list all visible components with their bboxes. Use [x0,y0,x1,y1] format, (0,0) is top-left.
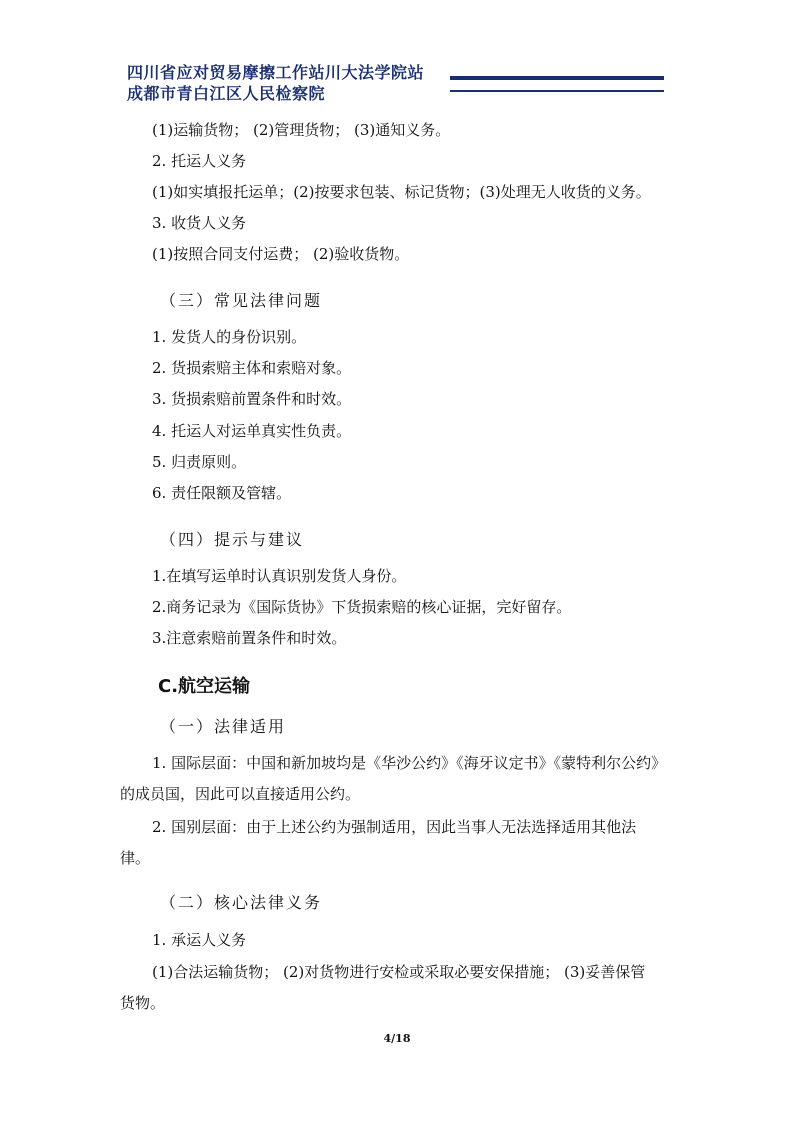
issue-item: 5. 归责原则。 [152,453,247,471]
air-paragraph-2-line-2: 律。 [120,849,151,867]
issue-item: 4. 托运人对运单真实性负责。 [152,422,352,440]
issue-item: 1. 发货人的身份识别。 [152,328,307,346]
shipper-duties: (1)如实填报托运单；(2)按要求包装、标记货物；(3)处理无人收货的义务。 [152,183,651,201]
header-line-1: 四川省应对贸易摩擦工作站川大法学院站 [127,63,425,82]
section-4-title: （四）提示与建议 [160,530,305,549]
air-transport-title: C.航空运输 [158,676,251,697]
air-paragraph-1-line-1: 1. 国际层面：中国和新加坡均是《华沙公约》《海牙议定书》《蒙特利尔公约》 [152,754,667,772]
air-carrier-heading: 1. 承运人义务 [152,931,247,949]
tip-item: 2.商务记录为《国际货协》下货损索赔的核心证据，完好留存。 [152,598,572,616]
shipper-heading: 2. 托运人义务 [152,152,247,170]
header-rule-thin [450,90,664,92]
air-section-1-title: （一）法律适用 [160,717,287,736]
tip-item: 1.在填写运单时认真识别发货人身份。 [152,567,407,585]
issue-item: 3. 货损索赔前置条件和时效。 [152,390,352,408]
header-text [127,62,424,104]
header-line-2: 成都市青白江区人民检察院 [127,84,326,103]
page-number: 4/18 [383,1032,411,1045]
issue-item: 2. 货损索赔主体和索赔对象。 [152,359,352,377]
air-carrier-duties-line-1: (1)合法运输货物； (2)对货物进行安检或采取必要安保措施； (3)妥善保管 [152,963,646,981]
air-paragraph-1-line-2: 的成员国，因此可以直接适用公约。 [120,785,361,803]
air-section-2-title: （二）核心法律义务 [160,893,323,912]
section-3-title: （三）常见法律问题 [160,291,323,310]
header-rule-thick [450,76,664,80]
tip-item: 3.注意索赔前置条件和时效。 [152,629,347,647]
carrier-duties: (1)运输货物； (2)管理货物； (3)通知义务。 [152,121,451,139]
issue-item: 6. 责任限额及管辖。 [152,484,292,502]
consignee-duties: (1)按照合同支付运费； (2)验收货物。 [152,245,410,263]
consignee-heading: 3. 收货人义务 [152,214,247,232]
air-carrier-duties-line-2: 货物。 [120,994,166,1012]
air-paragraph-2-line-1: 2. 国别层面：由于上述公约为强制适用，因此当事人无法选择适用其他法 [152,818,637,836]
